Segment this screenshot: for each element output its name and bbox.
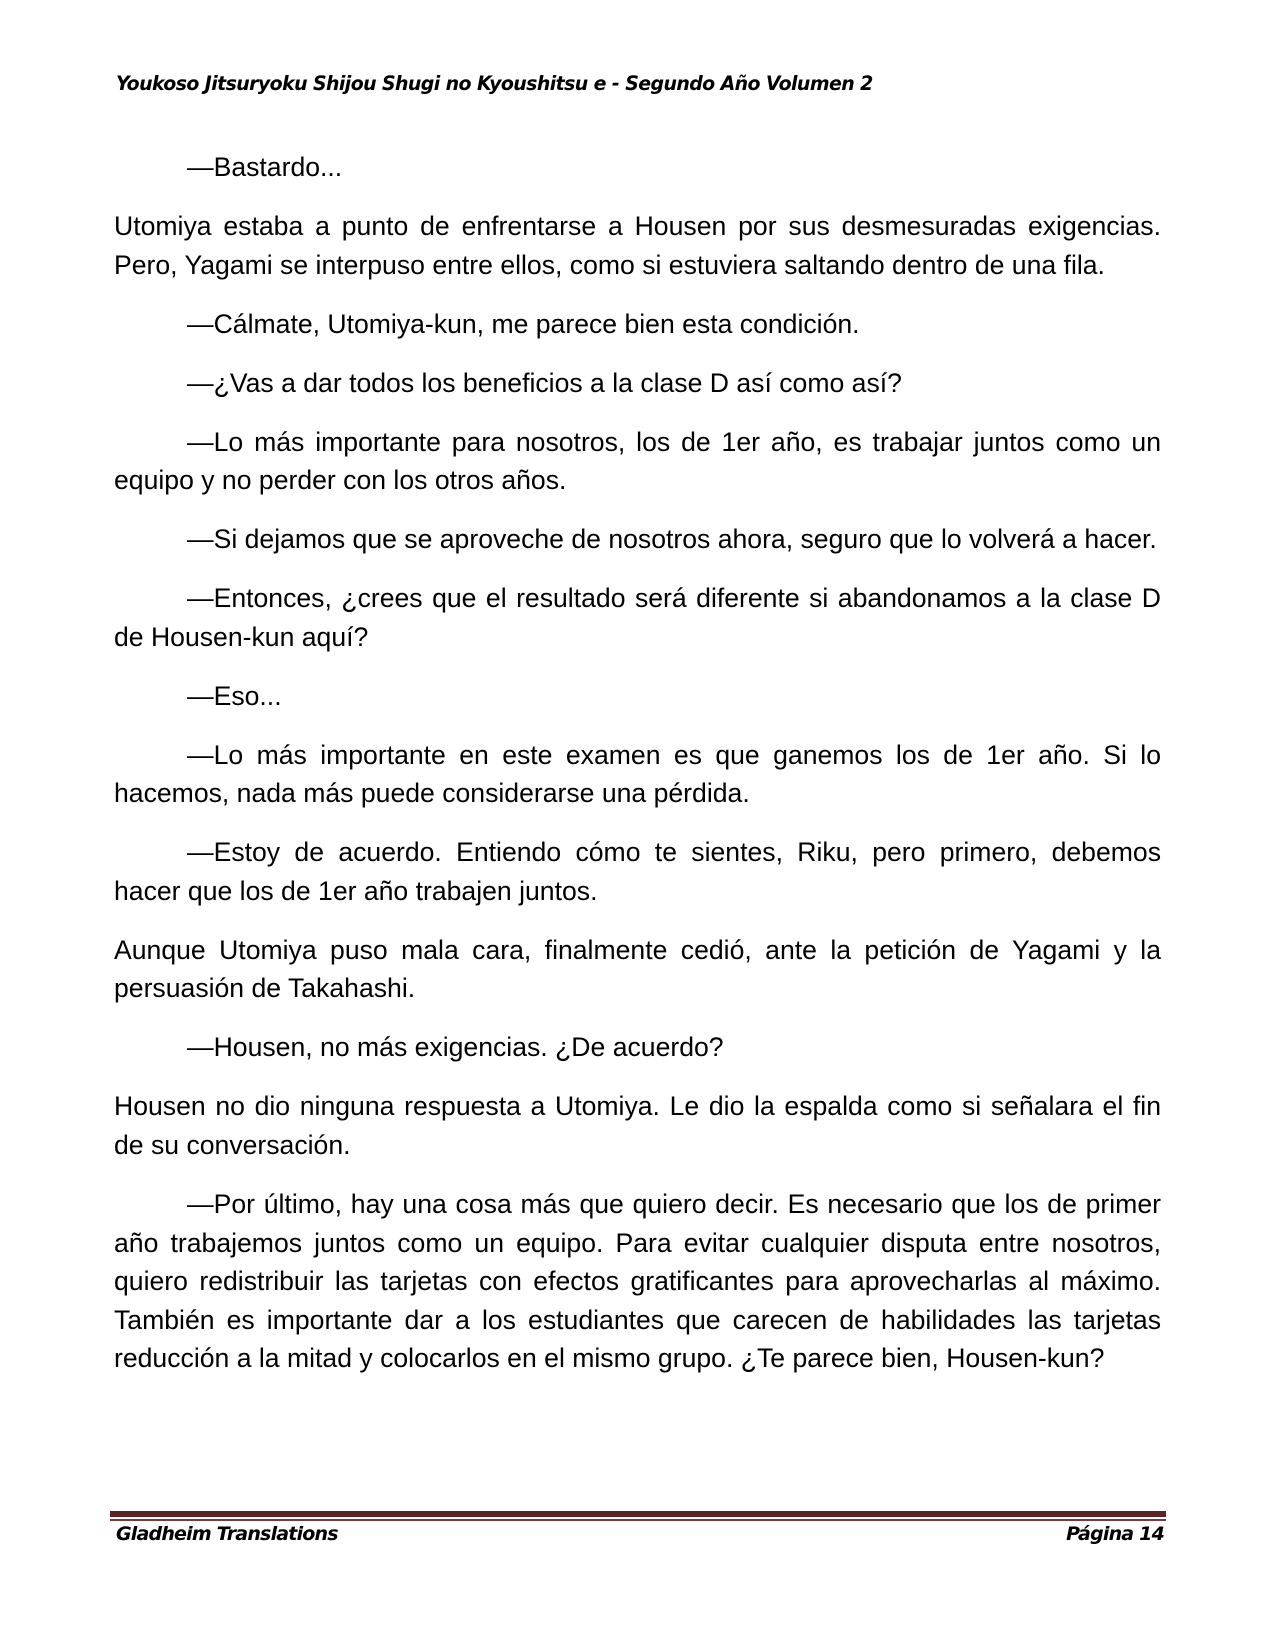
paragraph: —Eso...	[187, 680, 282, 711]
footer-publisher: Gladheim Translations	[116, 1523, 338, 1545]
paragraph: —Estoy de acuerdo. Entiendo cómo te sientes, Riku, pero primero, debemos hacer que los de 1er año trabajen juntos.	[114, 837, 1161, 906]
paragraph: —Lo más importante para nosotros, los de 1er año, es trabajar juntos como un equipo y no perder con los otros años.	[114, 426, 1161, 496]
document-body	[114, 148, 1161, 1398]
page-number: Página 14	[1066, 1523, 1164, 1545]
paragraph: —Entonces, ¿crees que el resultado será diferente si abandonamos a la clase D de Housen-kun aquí?	[114, 583, 1161, 652]
page-header-title: Youkoso Jitsuryoku Shijou Shugi no Kyoushitsu e - Segundo Año Volumen 2	[116, 72, 873, 95]
paragraph: —¿Vas a dar todos los beneficios a la clase D así como así?	[187, 367, 902, 398]
paragraph: —Cálmate, Utomiya-kun, me parece bien esta condición.	[187, 308, 860, 339]
paragraph: Housen no dio ninguna respuesta a Utomiya. Le dio la espalda como si señalara el fin de su conversación.	[114, 1091, 1161, 1160]
page-footer	[116, 1523, 1164, 1545]
footer-divider	[110, 1511, 1166, 1517]
footer-divider-thin	[110, 1519, 1166, 1521]
paragraph: —Lo más importante en este examen es que ganemos los de 1er año. Si lo hacemos, nada más puede considerarse una pérdida.	[114, 739, 1161, 809]
paragraph: —Housen, no más exigencias. ¿De acuerdo?	[187, 1032, 724, 1063]
paragraph: Utomiya estaba a punto de enfrentarse a Housen por sus desmesuradas exigencias. Pero, Yagami se interpuso entre ellos, como si estuviera saltando dentro de una fila.	[114, 210, 1161, 280]
paragraph: —Por último, hay una cosa más que quiero decir. Es necesario que los de primer año trabajemos juntos como un equipo. Para evitar cualquier disputa entre nosotros, quiero redistribuir las tarjetas con efectos gratificantes para aprovecharlas al máximo. También es importante dar a los estudiantes que carecen de habilidades las tarjetas reducción a la mitad y colocarlos en el mismo grupo. ¿Te parece bien, Housen-kun?	[114, 1188, 1161, 1374]
paragraph: —Bastardo...	[187, 152, 343, 182]
paragraph: —Si dejamos que se aproveche de nosotros ahora, seguro que lo volverá a hacer.	[187, 524, 1157, 555]
paragraph: Aunque Utomiya puso mala cara, finalmente cedió, ante la petición de Yagami y la persuasión de Takahashi.	[114, 934, 1161, 1004]
